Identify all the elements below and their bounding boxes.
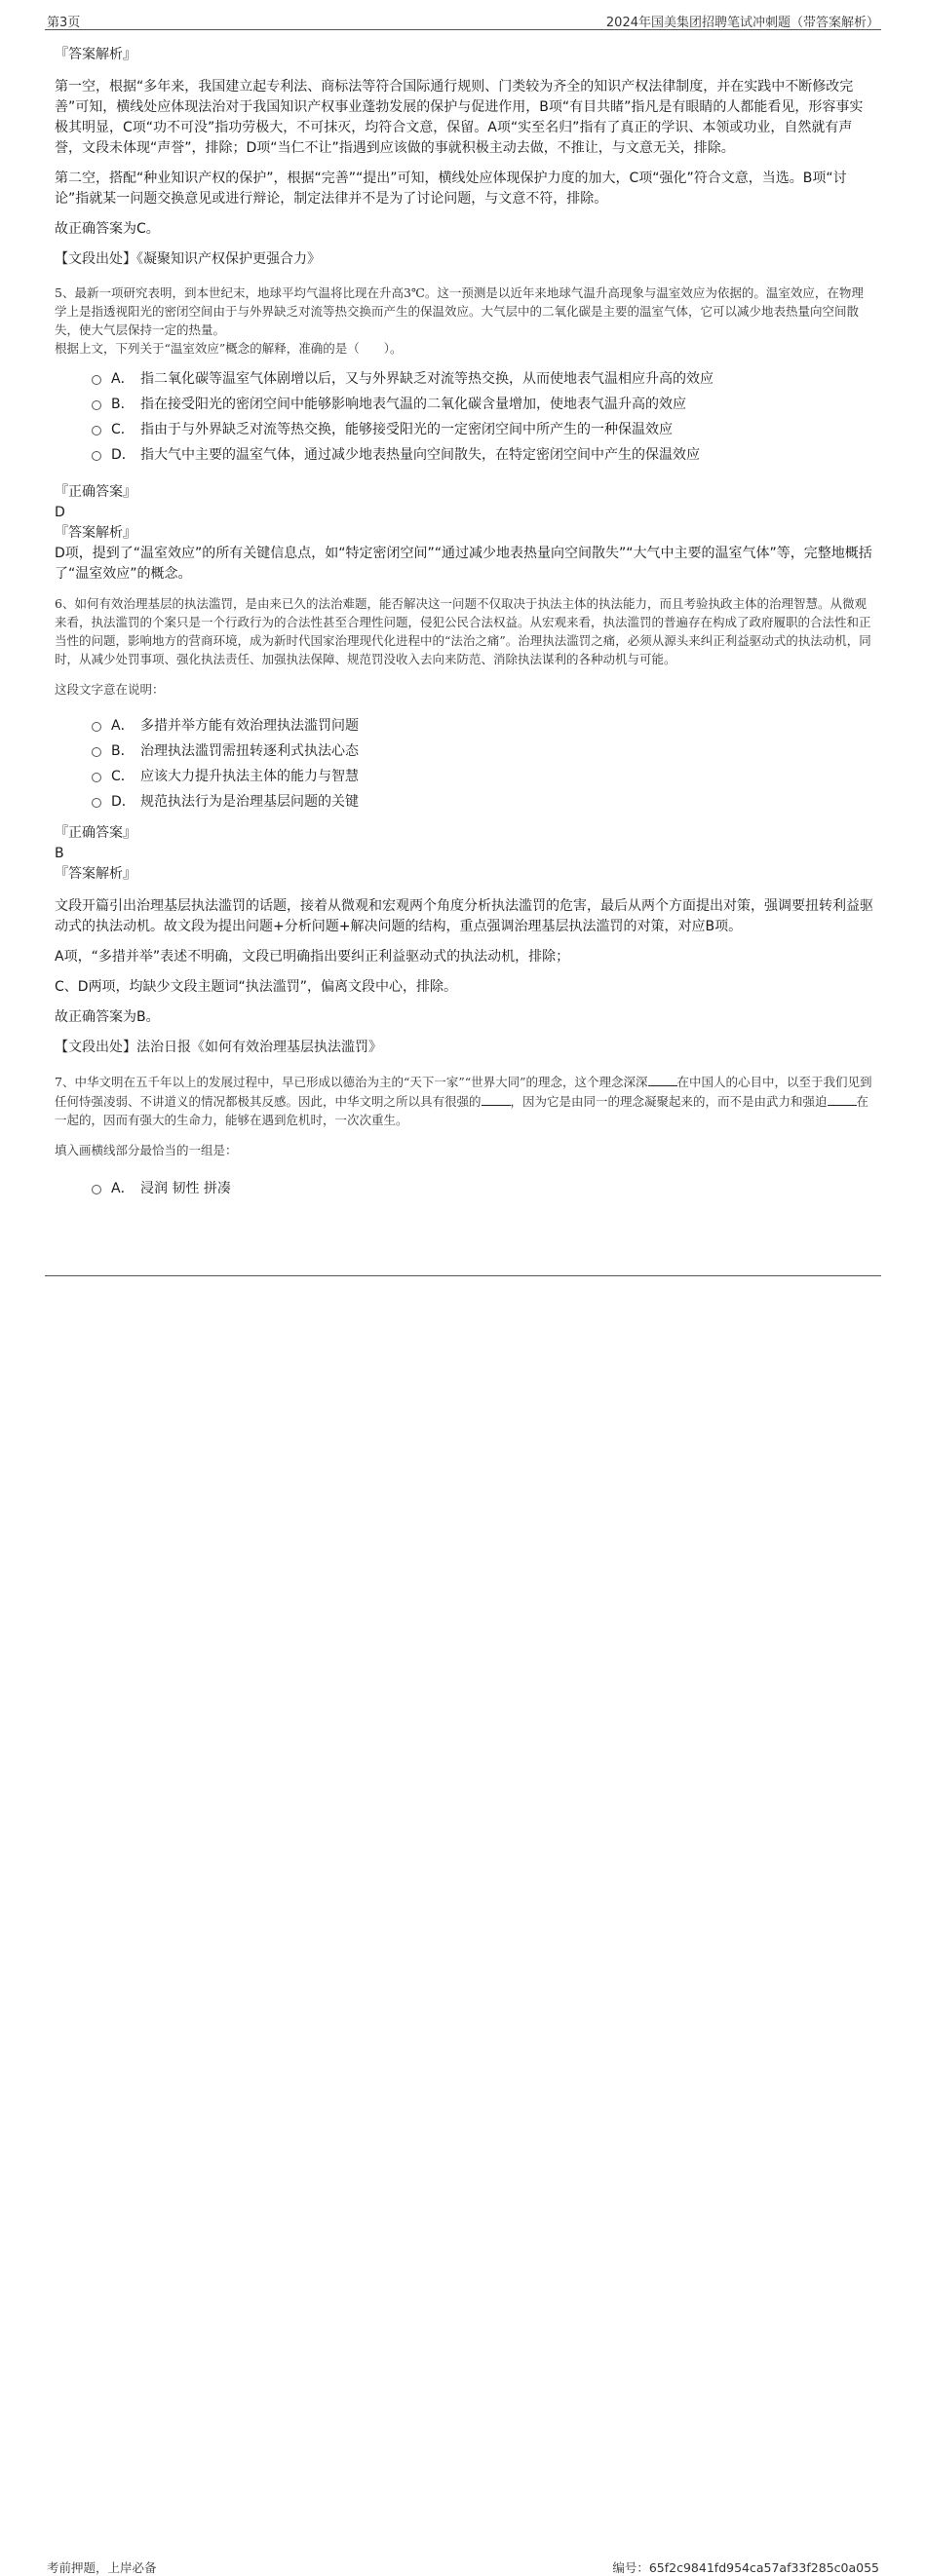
- question-prompt: 这段文字意在说明：: [55, 682, 165, 697]
- analysis-conclusion: 故正确答案为B。: [55, 1009, 160, 1025]
- option-list: [92, 1175, 873, 1200]
- analysis-label: 『答案解析』: [55, 525, 136, 541]
- question-text: 5、最新一项研究表明，到本世纪末，地球平均气温将比现在升高3℃。这一预测是以近年来地球气温升高现象与温室效应为依据的。温室效应，在物理学上是指透视阳光的密闭空间由于与外界缺乏对流等热交换而产生的保温效应。大气层中的二氧化碳是主要的温室气体，它可以减少地表热量向空间散失，使大气层保持一定的热量。: [55, 285, 864, 337]
- correct-answer-label: 『正确答案』: [55, 825, 136, 841]
- radio-icon[interactable]: [92, 747, 101, 757]
- analysis-paragraph: A项，“多措并举”表述不明确，文段已明确指出要纠正利益驱动式的执法动机，排除；: [55, 949, 570, 965]
- question-prompt: 填入画横线部分最恰当的一组是：: [55, 1143, 238, 1157]
- header-divider: [45, 29, 881, 30]
- question-7: [55, 1072, 873, 1200]
- question-text: 6、如何有效治理基层的执法滥罚，是由来已久的法治难题，能否解决这一问题不仅取决于执法主体的执法能力，而且考验执政主体的治理智慧。从微观来看，执法滥罚的个案只是一个行政行为的合法性甚至合理性问题，侵犯公民合法权益。从宏观来看，执法滥罚的普遍存在构成了政府履职的合法性和正当性的问题，影响地方的营商环境，成为新时代国家治理现代化进程中的“法治之痛”。治理执法滥罚之痛，必须从源头来纠正利益驱动式的执法动机，同时，从减少处罚事项、强化执法责任、加强执法保障、规范罚没收入去向来防范、消除执法谋利的各种动机与可能。: [55, 596, 871, 666]
- option-c[interactable]: C． 应该大力提升执法主体的能力与智慧: [92, 763, 873, 788]
- question-text: 7、中华文明在五千年以上的发展过程中，早已形成以德治为主的“天下一家”“世界大同”的理念，这个理念深深 在中国人的心目中，以至于我们见到任何恃强凌弱、不讲道义的情况都极其反感。因此，中华文明之所以具有很强的 ，因为它是由同一的理念凝聚起来的，而不是由武力和强迫 在一起的，因而有强大的生命力，能够在遇到危机时，一次次重生。: [55, 1072, 873, 1129]
- option-a[interactable]: A． 浸润 韧性 拼凑: [92, 1175, 873, 1200]
- correct-answer-label: 『正确答案』: [55, 484, 136, 500]
- option-a[interactable]: A． 多措并举方能有效治理执法滥罚问题: [92, 712, 873, 738]
- analysis-label: 『答案解析』: [55, 866, 136, 882]
- option-a[interactable]: A． 指二氧化碳等温室气体剧增以后，又与外界缺乏对流等热交换，从而使地表气温相应升高的效应: [92, 365, 873, 391]
- option-c[interactable]: C． 指由于与外界缺乏对流等热交换，能够接受阳光的一定密闭空间中所产生的一种保温效应: [92, 416, 873, 441]
- analysis-conclusion: 故正确答案为C。: [55, 221, 160, 237]
- option-d[interactable]: D． 指大气中主要的温室气体，通过减少地表热量向空间散失，在特定密闭空间中产生的保温效应: [92, 441, 873, 467]
- analysis-paragraph: C、D两项，均缺少文段主题词“执法滥罚”，偏离文段中心，排除。: [55, 979, 458, 995]
- footer-divider: [45, 1275, 881, 1276]
- radio-icon[interactable]: [92, 375, 101, 385]
- analysis-paragraph: D项，提到了“温室效应”的所有关键信息点，如“特定密闭空间”“通过减少地表热量向空间散失”“大气中主要的温室气体”等，完整地概括了“温室效应”的概念。: [55, 546, 872, 582]
- correct-answer: D: [55, 505, 65, 520]
- correct-answer: B: [55, 846, 64, 861]
- option-d[interactable]: D． 规范执法行为是治理基层问题的关键: [92, 788, 873, 814]
- radio-icon[interactable]: [92, 426, 101, 436]
- page-header: [0, 0, 926, 29]
- option-b[interactable]: B． 治理执法滥罚需扭转逐利式执法心态: [92, 738, 873, 763]
- blank-1: [648, 1072, 677, 1086]
- analysis-paragraph: 第一空，根据“多年来，我国建立起专利法、商标法等符合国际通行规则、门类较为齐全的知识产权法律制度，并在实践中不断修改完善”可知，横线处应体现法治对于我国知识产权事业蓬勃发展的保护与促进作用，B项“有目共睹”指凡是有眼睛的人都能看见，形容事实极其明显，C项“功不可没”指功劳极大，不可抹灭，均符合文意，保留。A项“实至名归”指有了真正的学识、本领或功业，自然就有声誉，文段未体现“声誉”，排除；D项“当仁不让”指遇到应该做的事就积极主动去做，不推让，与文意无关，排除。: [55, 79, 864, 156]
- question-6: [55, 594, 873, 1058]
- footer-slogan: 考前押题，上岸必备: [47, 2560, 157, 2575]
- page-number: 第3页: [47, 16, 81, 30]
- radio-icon[interactable]: [92, 798, 101, 808]
- option-list: [92, 365, 873, 467]
- source-citation: 【文段出处】法治日报《如何有效治理基层执法滥罚》: [55, 1040, 382, 1055]
- analysis-paragraph: 文段开篇引出治理基层执法滥罚的话题，接着从微观和宏观两个角度分析执法滥罚的危害，最后从两个方面提出对策，强调要扭转利益驱动式的执法动机。故文段为提出问题+分析问题+解决问题的结构，重点强调治理基层执法滥罚的对策，对应B项。: [55, 898, 873, 934]
- page-content: [55, 45, 873, 1210]
- radio-icon[interactable]: [92, 722, 101, 732]
- blank-2: [482, 1091, 511, 1106]
- radio-icon[interactable]: [92, 773, 101, 782]
- radio-icon[interactable]: [92, 400, 101, 410]
- radio-icon[interactable]: [92, 1185, 101, 1194]
- analysis-label: 『答案解析』: [55, 47, 136, 62]
- analysis-paragraph: 第二空，搭配“种业知识产权的保护”，根据“完善”“提出”可知，横线处应体现保护力度的加大，C项“强化”符合文意，当选。B项“讨论”指就某一问题交换意见或进行辩论，制定法律并不是为了讨论问题，与文意不符，排除。: [55, 170, 847, 207]
- document-title: 2024年国美集团招聘笔试冲刺题（带答案解析）: [605, 16, 879, 30]
- option-b[interactable]: B． 指在接受阳光的密闭空间中能够影响地表气温的二氧化碳含量增加，使地表气温升高的效应: [92, 391, 873, 416]
- page-footer: [0, 1278, 926, 2575]
- footer-code: 编号：65f2c9841fd954ca57af33f285c0a055: [612, 2560, 879, 2575]
- question-prompt: 根据上文，下列关于“温室效应”概念的解释，准确的是（ ）。: [55, 341, 403, 356]
- source-citation: 【文段出处】《凝聚知识产权保护更强合力》: [55, 251, 321, 267]
- q4-analysis: [55, 45, 873, 270]
- blank-3: [828, 1091, 857, 1106]
- question-5: [55, 284, 873, 585]
- option-list: [92, 712, 873, 814]
- radio-icon[interactable]: [92, 451, 101, 461]
